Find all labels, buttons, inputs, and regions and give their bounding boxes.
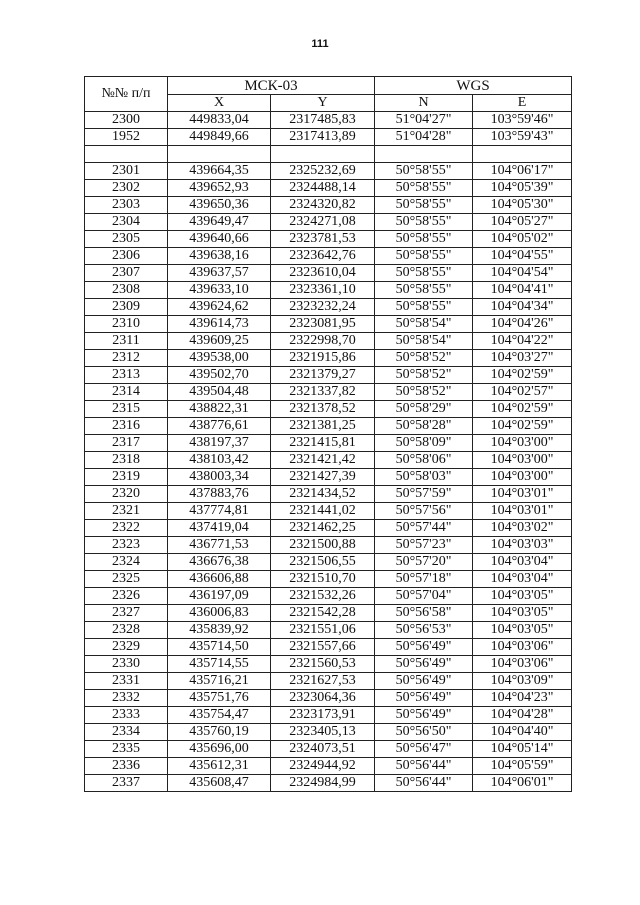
- cell-point-number: 2312: [85, 350, 168, 367]
- table-row: [85, 112, 572, 129]
- table-row: [85, 588, 572, 605]
- cell-e: 104°04'28": [473, 707, 572, 724]
- cell-y: 2323642,76: [271, 248, 375, 265]
- cell-e: 104°02'57": [473, 384, 572, 401]
- cell-y: 2321441,02: [271, 503, 375, 520]
- cell-x: 438822,31: [168, 401, 271, 418]
- header-x: X: [168, 95, 271, 112]
- cell-e: 104°03'06": [473, 639, 572, 656]
- cell-n: 50°57'23": [375, 537, 473, 554]
- cell-n: 50°56'53": [375, 622, 473, 639]
- table-row: [85, 401, 572, 418]
- cell-y: 2324271,08: [271, 214, 375, 231]
- cell-e: 104°03'27": [473, 350, 572, 367]
- header-y: Y: [271, 95, 375, 112]
- cell-point-number: 2318: [85, 452, 168, 469]
- cell-y: 2321506,55: [271, 554, 375, 571]
- table-row: [85, 775, 572, 792]
- cell-point-number: 2304: [85, 214, 168, 231]
- cell-point-number: 2326: [85, 588, 168, 605]
- cell-point-number: [85, 146, 168, 163]
- cell-point-number: 2325: [85, 571, 168, 588]
- cell-e: 104°03'00": [473, 452, 572, 469]
- cell-n: 50°56'50": [375, 724, 473, 741]
- table-row: [85, 282, 572, 299]
- table-row: [85, 299, 572, 316]
- cell-e: 104°04'40": [473, 724, 572, 741]
- cell-point-number: 2331: [85, 673, 168, 690]
- cell-x: 436006,83: [168, 605, 271, 622]
- cell-y: 2321337,82: [271, 384, 375, 401]
- cell-e: 104°02'59": [473, 418, 572, 435]
- cell-e: 104°04'22": [473, 333, 572, 350]
- cell-e: 104°06'17": [473, 163, 572, 180]
- cell-x: 439638,16: [168, 248, 271, 265]
- cell-e: 104°05'27": [473, 214, 572, 231]
- cell-x: 435839,92: [168, 622, 271, 639]
- cell-e: 104°02'59": [473, 401, 572, 418]
- cell-e: 104°03'01": [473, 503, 572, 520]
- cell-e: 104°04'55": [473, 248, 572, 265]
- cell-x: 449849,66: [168, 129, 271, 146]
- cell-e: 104°03'02": [473, 520, 572, 537]
- cell-y: 2321462,25: [271, 520, 375, 537]
- cell-point-number: 2310: [85, 316, 168, 333]
- cell-point-number: 2332: [85, 690, 168, 707]
- cell-x: 435696,00: [168, 741, 271, 758]
- cell-x: 435751,76: [168, 690, 271, 707]
- cell-n: 50°58'55": [375, 163, 473, 180]
- table-row: [85, 418, 572, 435]
- cell-x: 435714,50: [168, 639, 271, 656]
- cell-point-number: 1952: [85, 129, 168, 146]
- cell-e: 104°04'26": [473, 316, 572, 333]
- page-number: 111: [311, 38, 329, 50]
- cell-y: 2323610,04: [271, 265, 375, 282]
- cell-point-number: 2327: [85, 605, 168, 622]
- cell-n: 50°58'55": [375, 282, 473, 299]
- table-row: [85, 384, 572, 401]
- header-msk03: МСК-03: [168, 77, 375, 95]
- cell-e: 104°04'41": [473, 282, 572, 299]
- table-row: [85, 605, 572, 622]
- cell-point-number: 2320: [85, 486, 168, 503]
- cell-x: 439502,70: [168, 367, 271, 384]
- cell-x: 439664,35: [168, 163, 271, 180]
- table-row: [85, 571, 572, 588]
- cell-y: 2321542,28: [271, 605, 375, 622]
- cell-n: 50°57'18": [375, 571, 473, 588]
- cell-e: 104°03'05": [473, 588, 572, 605]
- cell-n: 50°58'54": [375, 316, 473, 333]
- cell-n: 51°04'28": [375, 129, 473, 146]
- cell-x: 435754,47: [168, 707, 271, 724]
- cell-y: 2324488,14: [271, 180, 375, 197]
- cell-y: 2321510,70: [271, 571, 375, 588]
- cell-e: 104°03'05": [473, 622, 572, 639]
- cell-x: 439609,25: [168, 333, 271, 350]
- cell-e: 104°03'01": [473, 486, 572, 503]
- cell-y: 2321915,86: [271, 350, 375, 367]
- cell-y: 2324984,99: [271, 775, 375, 792]
- cell-e: 104°02'59": [473, 367, 572, 384]
- cell-n: 50°58'03": [375, 469, 473, 486]
- cell-n: 50°56'49": [375, 656, 473, 673]
- table-row: [85, 690, 572, 707]
- header-n: N: [375, 95, 473, 112]
- cell-n: 50°56'49": [375, 673, 473, 690]
- cell-y: 2321551,06: [271, 622, 375, 639]
- cell-point-number: 2337: [85, 775, 168, 792]
- cell-n: 50°56'58": [375, 605, 473, 622]
- cell-y: 2321500,88: [271, 537, 375, 554]
- cell-y: 2325232,69: [271, 163, 375, 180]
- table-row: [85, 316, 572, 333]
- cell-n: 50°58'55": [375, 214, 473, 231]
- cell-e: 104°03'04": [473, 571, 572, 588]
- cell-n: 50°58'09": [375, 435, 473, 452]
- table-row: [85, 333, 572, 350]
- table-row: [85, 163, 572, 180]
- cell-x: 436771,53: [168, 537, 271, 554]
- cell-y: 2321434,52: [271, 486, 375, 503]
- header-row-group: [85, 77, 572, 95]
- cell-point-number: 2306: [85, 248, 168, 265]
- cell-x: 437419,04: [168, 520, 271, 537]
- table-body: [85, 112, 572, 792]
- cell-n: 50°56'49": [375, 690, 473, 707]
- table-row: [85, 741, 572, 758]
- cell-point-number: 2336: [85, 758, 168, 775]
- table-row: [85, 639, 572, 656]
- cell-e: 104°03'04": [473, 554, 572, 571]
- cell-x: 439614,73: [168, 316, 271, 333]
- cell-x: 435608,47: [168, 775, 271, 792]
- cell-e: 104°03'03": [473, 537, 572, 554]
- cell-n: 50°58'54": [375, 333, 473, 350]
- cell-x: 437774,81: [168, 503, 271, 520]
- cell-y: 2317413,89: [271, 129, 375, 146]
- cell-x: 438103,42: [168, 452, 271, 469]
- table-row: [85, 469, 572, 486]
- cell-e: 104°04'23": [473, 690, 572, 707]
- cell-n: 50°58'55": [375, 231, 473, 248]
- cell-point-number: 2305: [85, 231, 168, 248]
- cell-point-number: 2301: [85, 163, 168, 180]
- cell-x: 439652,93: [168, 180, 271, 197]
- table-header: [85, 77, 572, 112]
- cell-x: 435612,31: [168, 758, 271, 775]
- cell-x: 439504,48: [168, 384, 271, 401]
- cell-x: 439624,62: [168, 299, 271, 316]
- cell-point-number: 2314: [85, 384, 168, 401]
- cell-point-number: 2309: [85, 299, 168, 316]
- cell-n: 50°58'52": [375, 350, 473, 367]
- table-row: [85, 180, 572, 197]
- cell-point-number: 2323: [85, 537, 168, 554]
- cell-point-number: 2319: [85, 469, 168, 486]
- table-row: [85, 265, 572, 282]
- cell-y: 2321415,81: [271, 435, 375, 452]
- cell-y: 2324320,82: [271, 197, 375, 214]
- cell-e: 104°03'09": [473, 673, 572, 690]
- cell-x: 449833,04: [168, 112, 271, 129]
- table-row: [85, 146, 572, 163]
- cell-e: [473, 146, 572, 163]
- cell-n: 50°58'52": [375, 367, 473, 384]
- cell-point-number: 2313: [85, 367, 168, 384]
- header-wgs: WGS: [375, 77, 572, 95]
- cell-x: 439637,57: [168, 265, 271, 282]
- cell-y: 2323361,10: [271, 282, 375, 299]
- cell-y: 2321378,52: [271, 401, 375, 418]
- cell-n: 50°58'28": [375, 418, 473, 435]
- cell-point-number: 2303: [85, 197, 168, 214]
- table-row: [85, 554, 572, 571]
- cell-x: 435716,21: [168, 673, 271, 690]
- cell-x: 439538,00: [168, 350, 271, 367]
- cell-point-number: 2330: [85, 656, 168, 673]
- table-row: [85, 367, 572, 384]
- cell-point-number: 2300: [85, 112, 168, 129]
- cell-n: 50°56'49": [375, 707, 473, 724]
- cell-n: 50°57'44": [375, 520, 473, 537]
- cell-e: 104°06'01": [473, 775, 572, 792]
- cell-y: 2321421,42: [271, 452, 375, 469]
- cell-x: 436197,09: [168, 588, 271, 605]
- table-row: [85, 707, 572, 724]
- cell-n: 50°57'59": [375, 486, 473, 503]
- cell-x: 439633,10: [168, 282, 271, 299]
- table-row: [85, 435, 572, 452]
- cell-n: 50°56'49": [375, 639, 473, 656]
- table-row: [85, 452, 572, 469]
- cell-y: 2324944,92: [271, 758, 375, 775]
- cell-point-number: 2334: [85, 724, 168, 741]
- cell-e: 104°04'34": [473, 299, 572, 316]
- cell-point-number: 2322: [85, 520, 168, 537]
- cell-x: 436606,88: [168, 571, 271, 588]
- cell-e: 104°05'39": [473, 180, 572, 197]
- cell-n: 50°56'44": [375, 775, 473, 792]
- cell-n: 50°58'06": [375, 452, 473, 469]
- table-row: [85, 197, 572, 214]
- cell-n: 50°57'04": [375, 588, 473, 605]
- cell-y: 2323232,24: [271, 299, 375, 316]
- table-row: [85, 520, 572, 537]
- cell-point-number: 2317: [85, 435, 168, 452]
- cell-point-number: 2328: [85, 622, 168, 639]
- cell-y: 2324073,51: [271, 741, 375, 758]
- cell-y: 2322998,70: [271, 333, 375, 350]
- cell-n: [375, 146, 473, 163]
- cell-e: 104°05'14": [473, 741, 572, 758]
- cell-n: 50°58'55": [375, 265, 473, 282]
- cell-y: [271, 146, 375, 163]
- cell-y: 2323064,36: [271, 690, 375, 707]
- cell-x: 438776,61: [168, 418, 271, 435]
- table-row: [85, 486, 572, 503]
- header-e: E: [473, 95, 572, 112]
- table-row: [85, 214, 572, 231]
- coordinates-table: [84, 76, 572, 792]
- cell-y: 2321560,53: [271, 656, 375, 673]
- cell-x: 436676,38: [168, 554, 271, 571]
- cell-point-number: 2324: [85, 554, 168, 571]
- cell-y: 2323081,95: [271, 316, 375, 333]
- cell-e: 104°03'00": [473, 435, 572, 452]
- cell-e: 104°03'05": [473, 605, 572, 622]
- cell-y: 2321627,53: [271, 673, 375, 690]
- cell-point-number: 2321: [85, 503, 168, 520]
- cell-x: 438003,34: [168, 469, 271, 486]
- cell-point-number: 2329: [85, 639, 168, 656]
- cell-point-number: 2316: [85, 418, 168, 435]
- table-row: [85, 129, 572, 146]
- cell-n: 51°04'27": [375, 112, 473, 129]
- cell-e: 104°03'00": [473, 469, 572, 486]
- table-row: [85, 350, 572, 367]
- cell-n: 50°58'55": [375, 197, 473, 214]
- cell-x: 438197,37: [168, 435, 271, 452]
- cell-e: 104°03'06": [473, 656, 572, 673]
- cell-n: 50°58'55": [375, 248, 473, 265]
- cell-e: 104°04'54": [473, 265, 572, 282]
- cell-point-number: 2311: [85, 333, 168, 350]
- cell-e: 103°59'46": [473, 112, 572, 129]
- cell-y: 2321381,25: [271, 418, 375, 435]
- cell-x: 439650,36: [168, 197, 271, 214]
- cell-x: 439640,66: [168, 231, 271, 248]
- cell-y: 2317485,83: [271, 112, 375, 129]
- cell-y: 2321557,66: [271, 639, 375, 656]
- cell-point-number: 2302: [85, 180, 168, 197]
- cell-n: 50°58'55": [375, 180, 473, 197]
- cell-n: 50°58'55": [375, 299, 473, 316]
- table-row: [85, 537, 572, 554]
- cell-x: 435760,19: [168, 724, 271, 741]
- header-point-number: №№ п/п: [85, 77, 168, 112]
- cell-x: 437883,76: [168, 486, 271, 503]
- cell-y: 2321379,27: [271, 367, 375, 384]
- table-row: [85, 656, 572, 673]
- cell-y: 2323173,91: [271, 707, 375, 724]
- cell-point-number: 2307: [85, 265, 168, 282]
- cell-y: 2323405,13: [271, 724, 375, 741]
- table-row: [85, 231, 572, 248]
- cell-n: 50°56'47": [375, 741, 473, 758]
- cell-n: 50°57'56": [375, 503, 473, 520]
- cell-x: 435714,55: [168, 656, 271, 673]
- cell-e: 104°05'59": [473, 758, 572, 775]
- cell-point-number: 2308: [85, 282, 168, 299]
- cell-x: [168, 146, 271, 163]
- cell-y: 2321532,26: [271, 588, 375, 605]
- table-row: [85, 503, 572, 520]
- cell-y: 2323781,53: [271, 231, 375, 248]
- cell-y: 2321427,39: [271, 469, 375, 486]
- table-row: [85, 248, 572, 265]
- table-row: [85, 724, 572, 741]
- cell-x: 439649,47: [168, 214, 271, 231]
- cell-n: 50°57'20": [375, 554, 473, 571]
- table-row: [85, 758, 572, 775]
- cell-point-number: 2335: [85, 741, 168, 758]
- cell-point-number: 2315: [85, 401, 168, 418]
- cell-e: 104°05'30": [473, 197, 572, 214]
- table-row: [85, 673, 572, 690]
- cell-point-number: 2333: [85, 707, 168, 724]
- cell-n: 50°56'44": [375, 758, 473, 775]
- cell-e: 103°59'43": [473, 129, 572, 146]
- cell-n: 50°58'29": [375, 401, 473, 418]
- table-row: [85, 622, 572, 639]
- cell-e: 104°05'02": [473, 231, 572, 248]
- cell-n: 50°58'52": [375, 384, 473, 401]
